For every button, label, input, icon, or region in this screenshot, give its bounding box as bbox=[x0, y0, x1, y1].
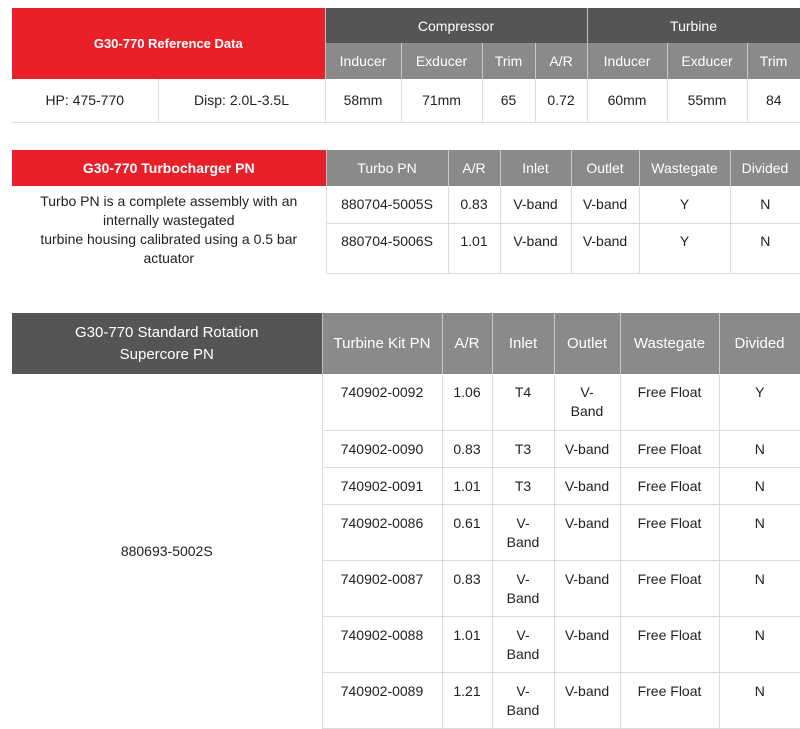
table-cell: V-Band bbox=[492, 504, 554, 560]
part-number: 740902-0089 bbox=[322, 672, 442, 728]
table-row bbox=[12, 374, 800, 430]
column-header: A/R bbox=[442, 313, 492, 374]
table-cell: V-Band bbox=[492, 672, 554, 728]
part-number: 740902-0092 bbox=[322, 374, 442, 430]
column-header: Inducer bbox=[587, 43, 667, 79]
column-header: Exducer bbox=[667, 43, 747, 79]
part-number: 740902-0086 bbox=[322, 504, 442, 560]
table-cell: Free Float bbox=[620, 560, 719, 616]
table-cell: 65 bbox=[482, 79, 535, 122]
table-cell: V-band bbox=[500, 223, 571, 273]
part-number: 880704-5005S bbox=[326, 186, 448, 223]
table-cell: T3 bbox=[492, 430, 554, 467]
part-number: 740902-0090 bbox=[322, 430, 442, 467]
table-cell: 0.83 bbox=[442, 560, 492, 616]
column-header: Wastegate bbox=[620, 313, 719, 374]
table-cell: Free Float bbox=[620, 374, 719, 430]
table-cell: 71mm bbox=[401, 79, 482, 122]
table-cell: 1.06 bbox=[442, 374, 492, 430]
column-header: Outlet bbox=[571, 150, 639, 186]
table-cell: 1.01 bbox=[442, 616, 492, 672]
table-cell: 0.83 bbox=[448, 186, 500, 223]
column-header: Exducer bbox=[401, 43, 482, 79]
table-cell: N bbox=[719, 430, 800, 467]
turbine-header: Turbine bbox=[587, 8, 800, 43]
table-cell: 0.72 bbox=[535, 79, 587, 122]
table-cell: V-band bbox=[554, 467, 620, 504]
table-cell: 84 bbox=[747, 79, 800, 122]
table-cell: V-band bbox=[500, 186, 571, 223]
column-header: Turbine Kit PN bbox=[322, 313, 442, 374]
table-cell: V-Band bbox=[492, 560, 554, 616]
table-cell: V-band bbox=[554, 560, 620, 616]
column-header: Trim bbox=[482, 43, 535, 79]
table-cell: V-band bbox=[571, 223, 639, 273]
reference-title: G30-770 Reference Data bbox=[12, 8, 325, 79]
table-cell: 1.01 bbox=[442, 467, 492, 504]
reference-data-table bbox=[12, 8, 800, 123]
table-cell: Free Float bbox=[620, 504, 719, 560]
column-header: Inlet bbox=[492, 313, 554, 374]
table-cell: V-band bbox=[554, 616, 620, 672]
table-cell: 1.01 bbox=[448, 223, 500, 273]
table-cell: Free Float bbox=[620, 467, 719, 504]
table-cell: N bbox=[719, 560, 800, 616]
table-cell: 0.61 bbox=[442, 504, 492, 560]
supercore-pn-table bbox=[12, 313, 800, 729]
column-header: Outlet bbox=[554, 313, 620, 374]
description-line: turbine housing calibrated using a 0.5 bar actuator bbox=[40, 230, 298, 266]
table-cell: N bbox=[730, 223, 800, 273]
column-header: Divided bbox=[719, 313, 800, 374]
table-cell: N bbox=[719, 616, 800, 672]
table-cell: N bbox=[719, 504, 800, 560]
supercore-part-number: 880693-5002S bbox=[12, 374, 322, 728]
table-cell: Free Float bbox=[620, 616, 719, 672]
part-number: 740902-0088 bbox=[322, 616, 442, 672]
column-header: Inducer bbox=[325, 43, 401, 79]
column-header: Wastegate bbox=[639, 150, 730, 186]
column-header: Inlet bbox=[500, 150, 571, 186]
column-header: A/R bbox=[448, 150, 500, 186]
table-cell: V-band bbox=[554, 430, 620, 467]
table-row bbox=[12, 79, 800, 122]
column-header: Turbo PN bbox=[326, 150, 448, 186]
table-cell: V-Band bbox=[492, 616, 554, 672]
hp-range: HP: 475-770 bbox=[12, 79, 158, 122]
table-cell: N bbox=[719, 467, 800, 504]
turbocharger-pn-table bbox=[12, 150, 800, 274]
table-cell: V-band bbox=[554, 672, 620, 728]
table-cell: T4 bbox=[492, 374, 554, 430]
table-cell: 1.21 bbox=[442, 672, 492, 728]
table-cell: T3 bbox=[492, 467, 554, 504]
displacement-range: Disp: 2.0L-3.5L bbox=[158, 79, 325, 122]
turbocharger-title: G30-770 Turbocharger PN bbox=[12, 150, 326, 186]
table-cell: Y bbox=[639, 186, 730, 223]
description-line: Turbo PN is a complete assembly with an internally wastegated bbox=[40, 192, 298, 228]
table-cell: N bbox=[719, 672, 800, 728]
table-cell: 55mm bbox=[667, 79, 747, 122]
part-number: 740902-0091 bbox=[322, 467, 442, 504]
part-number: 740902-0087 bbox=[322, 560, 442, 616]
table-cell: V-band bbox=[554, 504, 620, 560]
column-header: Divided bbox=[730, 150, 800, 186]
table-cell: V-Band bbox=[554, 374, 620, 430]
turbo-description bbox=[12, 186, 326, 273]
table-cell: Y bbox=[719, 374, 800, 430]
column-header: Trim bbox=[747, 43, 800, 79]
column-header: A/R bbox=[535, 43, 587, 79]
table-cell: Free Float bbox=[620, 672, 719, 728]
table-row bbox=[12, 186, 800, 223]
compressor-header: Compressor bbox=[325, 8, 587, 43]
table-cell: 0.83 bbox=[442, 430, 492, 467]
table-cell: N bbox=[730, 186, 800, 223]
table-cell: Free Float bbox=[620, 430, 719, 467]
table-cell: Y bbox=[639, 223, 730, 273]
table-cell: 58mm bbox=[325, 79, 401, 122]
table-cell: 60mm bbox=[587, 79, 667, 122]
table-cell: V-band bbox=[571, 186, 639, 223]
supercore-title: G30-770 Standard Rotation Supercore PN bbox=[12, 313, 322, 374]
part-number: 880704-5006S bbox=[326, 223, 448, 273]
